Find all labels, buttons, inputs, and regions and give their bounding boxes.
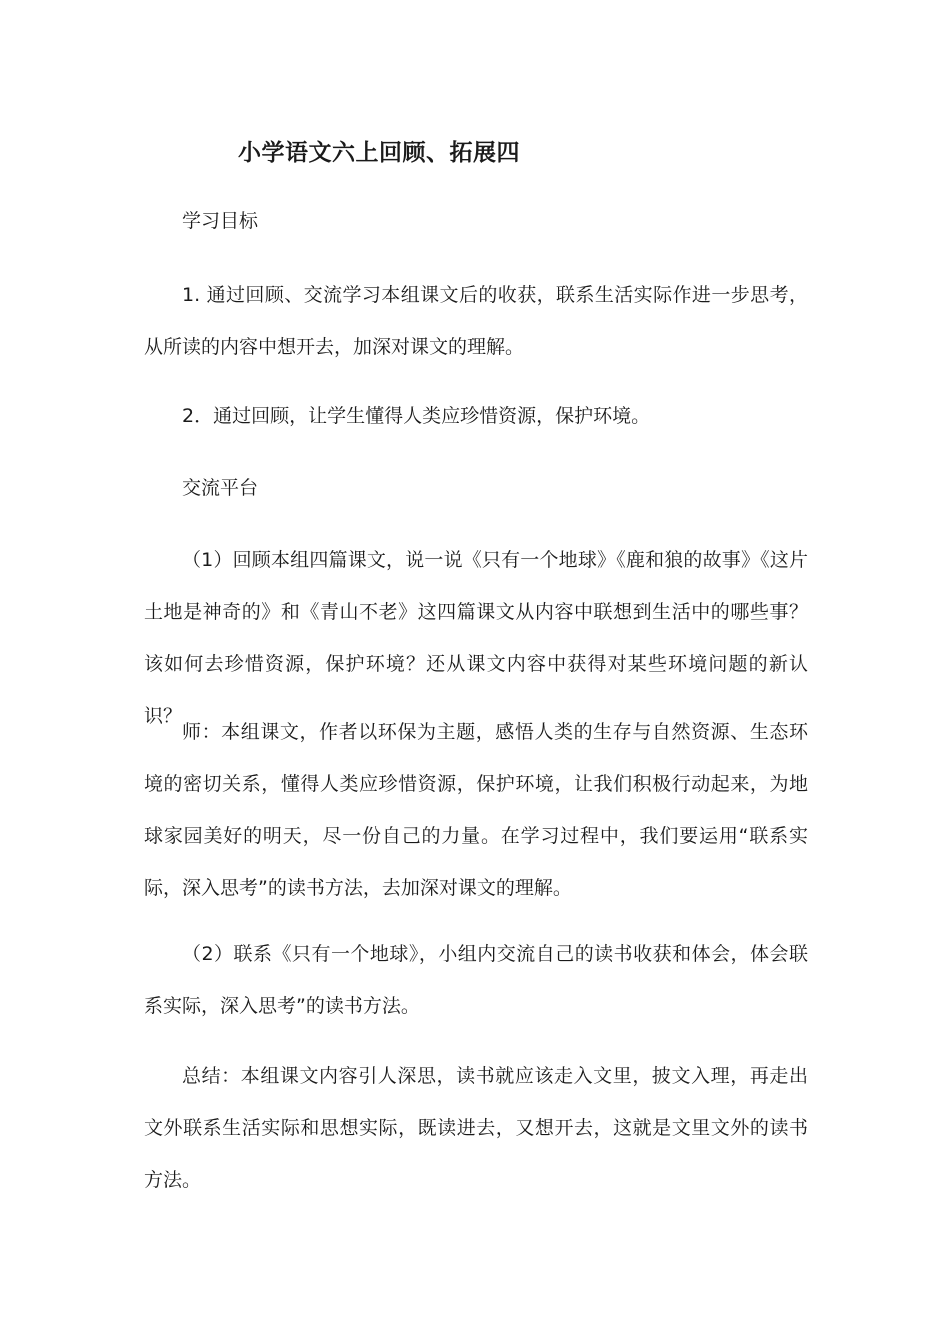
teacher-note: 师：本组课文，作者以环保为主题，感悟人类的生存与自然资源、生态环境的密切关系，懂得人类应珍惜资源，保护环境，让我们积极行动起来，为地球家园美好的明天，尽一份自己的力量。在学习过程中，我们要运用“联系实际，深入思考”的读书方法，去加深对课文的理解。 (144, 721, 808, 899)
goal-paragraph-1: 1. 通过回顾、交流学习本组课文后的收获，联系生活实际作进一步思考，从所读的内容中想开去，加深对课文的理解。 (144, 284, 808, 358)
exchange-item-1: （1）回顾本组四篇课文，说一说《只有一个地球》《鹿和狼的故事》《这片土地是神奇的》和《青山不老》这四篇课文从内容中联想到生活中的哪些事？该如何去珍惜资源，保护环境？还从课文内容中获得对某些环境问题的新认识？ (144, 549, 808, 727)
exchange-item-2: （2）联系《只有一个地球》，小组内交流自己的读书收获和体会，体会联系实际，深入思考”的读书方法。 (144, 943, 808, 1017)
document-title: 小学语文六上回顾、拓展四 (238, 140, 520, 166)
section-heading-exchange: 交流平台 (182, 477, 259, 499)
summary-paragraph: 总结：本组课文内容引人深思，读书就应该走入文里，披文入理，再走出文外联系生活实际和思想实际，既读进去，又想开去，这就是文里文外的读书方法。 (144, 1065, 808, 1191)
section-heading-goals: 学习目标 (182, 210, 259, 232)
goal-paragraph-2: 2．通过回顾，让学生懂得人类应珍惜资源，保护环境。 (182, 405, 651, 427)
